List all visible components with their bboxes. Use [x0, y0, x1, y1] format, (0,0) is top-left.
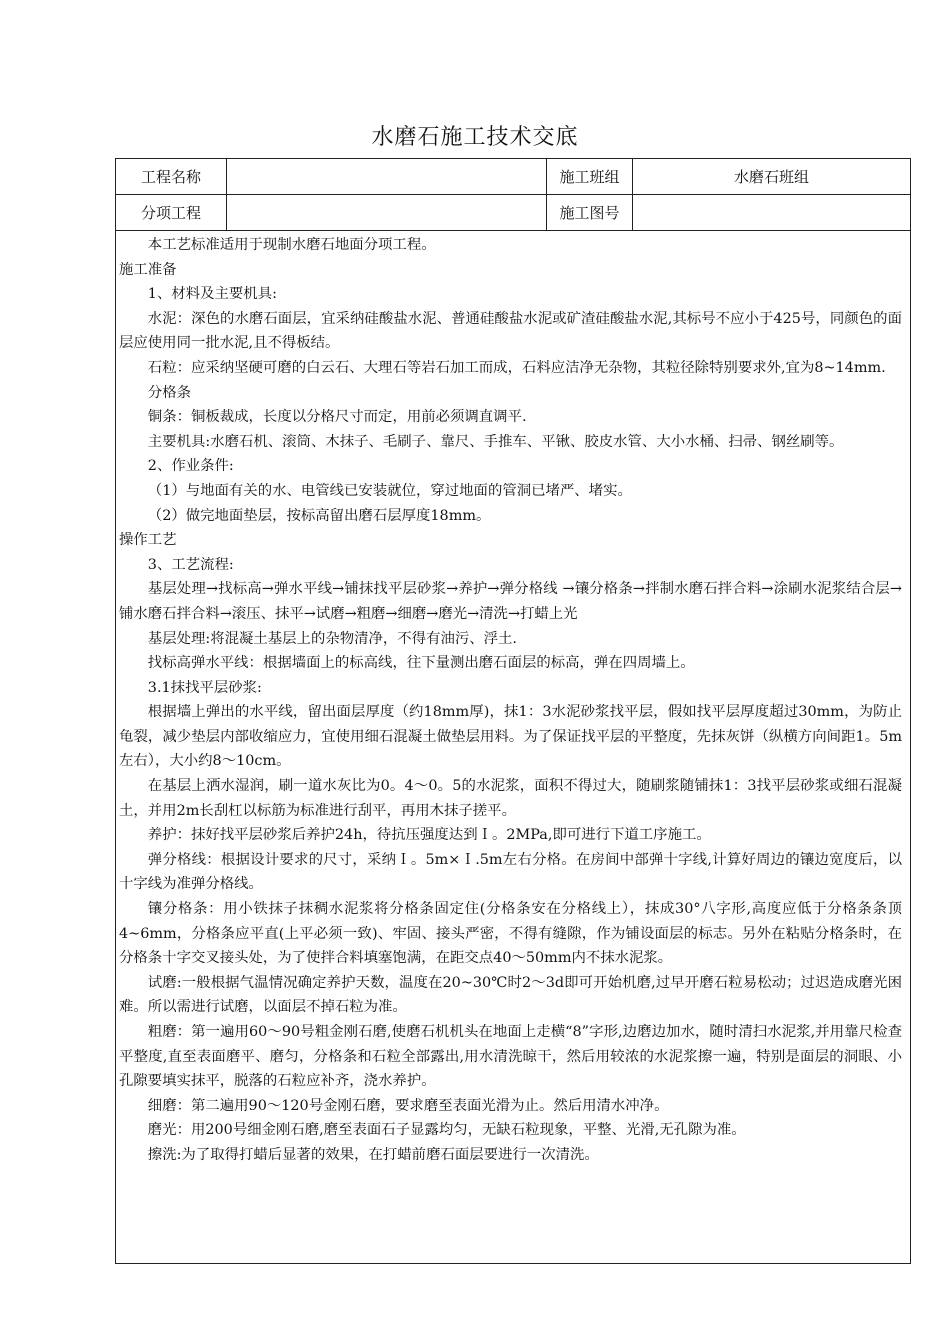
content-paragraph: 在基层上洒水湿润，刷一道水灰比为0。4～0。5的水泥浆，面积不得过大，随刷浆随铺抹1：3找平层砂浆或细石混凝土，并用2m长刮杠以标筋为标准进行刮平，再用木抹子搓平。 — [119, 778, 902, 819]
content-paragraph: （1）与地面有关的水、电管线已安装就位，穿过地面的管洞已堵严、堵实。 — [147, 482, 632, 499]
content-paragraph: 试磨:一般根据气温情况确定养护天数，温度在20~30℃时2～3d即可开始机磨,过早开磨石粒易松动；过迟造成磨光困难。所以需进行试磨，以面层不掉石粒为准。 — [119, 974, 902, 1016]
content-paragraph: 石粒：应采纳坚硬可磨的白云石、大理石等岩石加工而成，石料应洁净无杂物，其粒径除特别要求外,宜为8~14mm. — [147, 359, 886, 376]
content-paragraph: 本工艺标准适用于现制水磨石地面分项工程。 — [147, 237, 436, 253]
content-paragraph: 细磨：第二遍用90～120号金刚石磨，要求磨至表面光滑为止。然后用清水冲净。 — [147, 1097, 669, 1114]
content-paragraph: 分格条 — [147, 384, 191, 401]
content-paragraph: 基层处理:将混凝土基层上的杂物清净，不得有油污、浮土. — [147, 630, 517, 647]
disclosure-sheet — [115, 158, 911, 1264]
team-label: 施工班组 — [547, 159, 633, 194]
content-paragraph: 基层处理→找标高→弹水平线→铺抹找平层砂浆→养护→弹分格线 →镶分格条→拌制水磨石拌合料→涂刷水泥浆结合层→铺水磨石拌合料→滚压、抹平→试磨→粗磨→细磨→磨光→清洗→打蜡上光 — [119, 581, 902, 622]
team-value: 水磨石班组 — [733, 168, 809, 186]
project-name-label: 工程名称 — [116, 159, 227, 194]
content-paragraph: 磨光：用200号细金刚石磨,磨至表面石子显露均匀，无缺石粒现象，平整、光滑,无孔隙为准。 — [147, 1122, 746, 1139]
content-paragraph: 铜条：铜板裁成，长度以分格尺寸而定，用前必须调直调平. — [147, 409, 527, 426]
content-paragraph: 2、作业条件: — [147, 458, 234, 475]
content-paragraph: 找标高弹水平线：根据墙面上的标高线，往下量测出磨石面层的标高，弹在四周墙上。 — [147, 655, 695, 672]
content-paragraph: 根据墙上弹出的水平线，留出面层厚度（约18mm厚)，抹1：3水泥砂浆找平层，假如找平层厚度超过30mm，为防止龟裂，减少垫层内部收缩应力，宜使用细石混凝土做垫层用料。为了保证找平层的平整度，先抹灰饼（纵横方向间距1。5m左右），大小约8～10cm。 — [119, 704, 902, 770]
content-paragraph: 水泥：深色的水磨石面层，宜采纳硅酸盐水泥、普通硅酸盐水泥或矿渣硅酸盐水泥,其标号不应小于425号，同颜色的面层应使用同一批水泥,且不得板结。 — [119, 310, 902, 352]
content-paragraph: 3.1抹找平层砂浆: — [147, 679, 262, 696]
content-paragraph: 主要机具:水磨石机、滚筒、木抹子、毛刷子、靠尺、手推车、平锹、胶皮水管、大小水桶、扫帚、钢丝刷等。 — [147, 433, 844, 450]
content-paragraph: 擦洗:为了取得打蜡后显著的效果，在打蜡前磨石面层要进行一次清洗。 — [147, 1146, 599, 1163]
drawing-label: 施工图号 — [547, 194, 633, 230]
subproject-label: 分项工程 — [116, 194, 227, 230]
content-paragraph: 弹分格线：根据设计要求的尺寸，采纳Ｉ。5m×Ｉ.5m左右分格。在房间中部弹十字线,计算好周边的镶边宽度后，以十字线为准弹分格线。 — [119, 851, 902, 893]
header-row-2 — [116, 194, 910, 231]
section-heading: 操作工艺 — [119, 532, 177, 549]
header-row-1 — [116, 159, 910, 195]
content-paragraph: 1、材料及主要机具: — [147, 286, 277, 303]
document-title: 水磨石施工技术交底 — [371, 125, 579, 150]
content-body — [116, 230, 910, 1168]
subproject-value — [227, 194, 547, 230]
project-name-value — [227, 159, 547, 194]
drawing-value — [633, 194, 910, 230]
content-paragraph: 3、工艺流程: — [147, 556, 234, 573]
content-paragraph: 养护：抹好找平层砂浆后养护24h，待抗压强度达到Ｉ。2MPa,即可进行下道工序施工。 — [147, 827, 711, 844]
content-paragraph: 镶分格条：用小铁抹子抹稠水泥浆将分格条固定住(分格条安在分格线上），抹成30°八字形,高度应低于分格条条顶4~6mm，分格条应平直(上平必须一致)、牢固、接头严密，不得有缝隙，作为铺设面层的标志。另外在粘贴分格条时，在分格条十字交叉接头处，为了使拌合料填塞饱满，在距交点40～50mm内不抹水泥浆。 — [119, 901, 902, 967]
section-heading: 施工准备 — [119, 261, 177, 278]
content-paragraph: （2）做完地面垫层，按标高留出磨石层厚度18mm。 — [147, 507, 491, 524]
content-paragraph: 粗磨：第一遍用60～90号粗金刚石磨,使磨石机机头在地面上走横“8”字形,边磨边加水，随时清扫水泥浆,并用靠尺检查平整度,直至表面磨平、磨匀，分格条和石粒全部露出,用水清洗晾干，然后用较浓的水泥浆擦一遍，特别是面层的洞眼、小孔隙要填实抹平，脱落的石粒应补齐，浇水养护。 — [119, 1024, 902, 1090]
